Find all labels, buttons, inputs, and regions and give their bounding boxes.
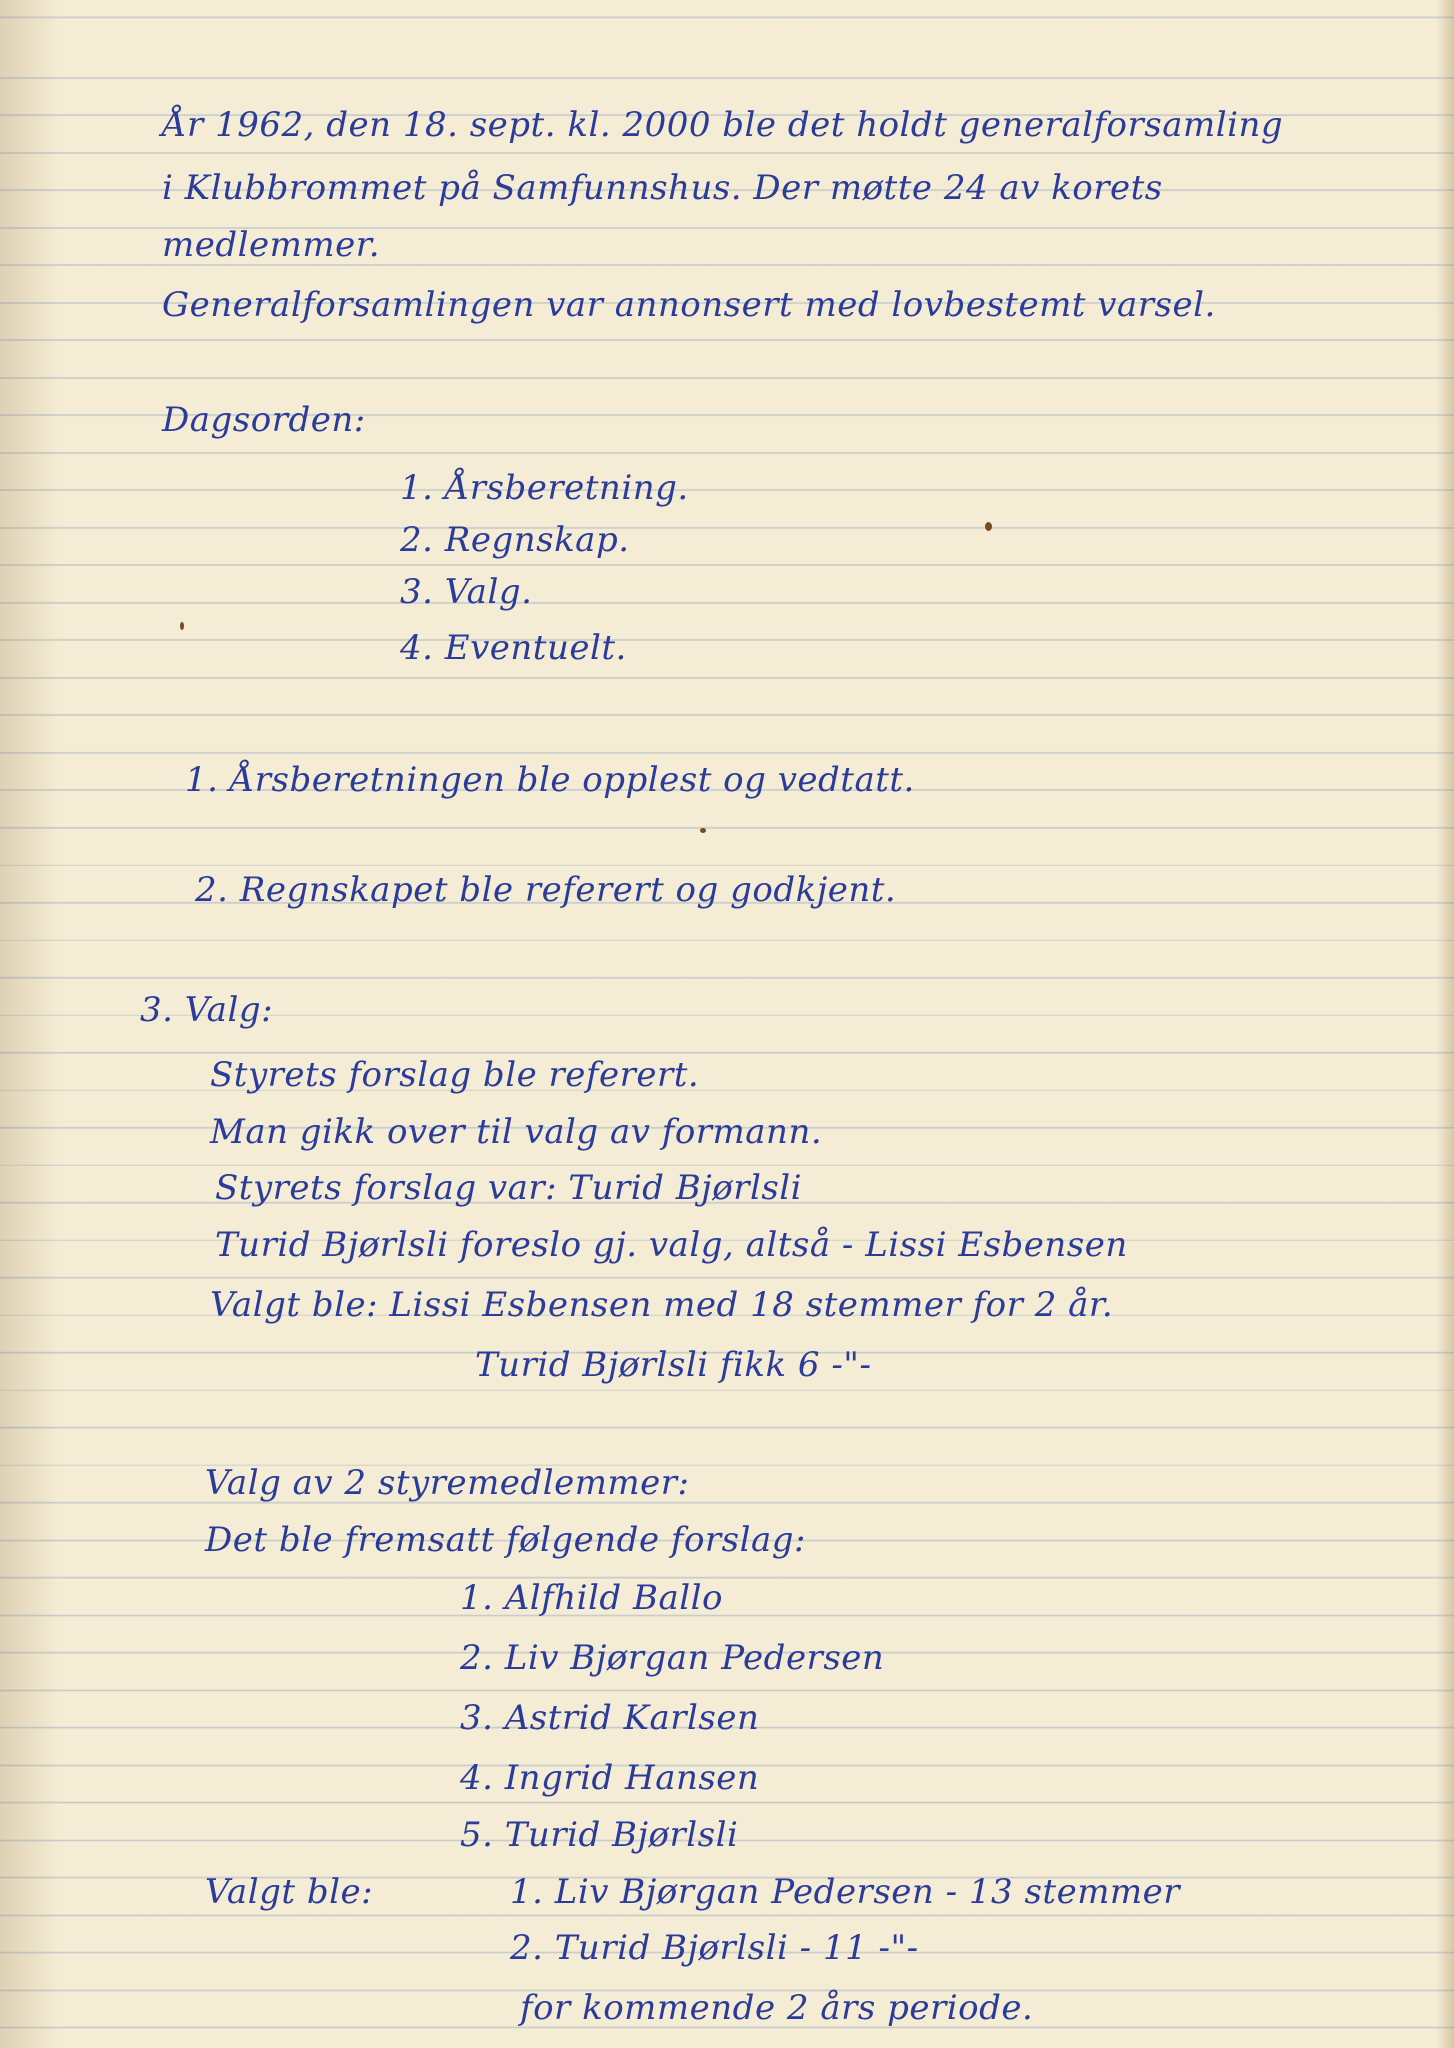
candidate-4: 4. Ingrid Hansen bbox=[460, 1758, 760, 1798]
intro-line-1: År 1962, den 18. sept. kl. 2000 ble det holdt generalforsamling bbox=[162, 105, 1284, 145]
candidate-1: 1. Alfhild Ballo bbox=[460, 1578, 723, 1618]
agenda-item-2: 2. Regnskap. bbox=[400, 520, 630, 560]
valg-heading: 3. Valg: bbox=[140, 990, 274, 1030]
valg-line-2: Man gikk over til valg av formann. bbox=[210, 1112, 823, 1152]
ink-spot bbox=[700, 828, 706, 833]
agenda-item-4: 4. Eventuelt. bbox=[400, 628, 627, 668]
candidate-2: 2. Liv Bjørgan Pedersen bbox=[460, 1638, 885, 1678]
valg-line-1: Styrets forslag ble referert. bbox=[210, 1055, 700, 1095]
valg-line-3: Styrets forslag var: Turid Bjørlsli bbox=[215, 1168, 803, 1208]
candidate-3: 3. Astrid Karlsen bbox=[460, 1698, 760, 1738]
candidate-5: 5. Turid Bjørlsli bbox=[460, 1815, 739, 1855]
agenda-heading: Dagsorden: bbox=[162, 400, 366, 440]
intro-line-4: Generalforsamlingen var annonsert med lovbestemt varsel. bbox=[162, 285, 1216, 325]
period-note: for kommende 2 års periode. bbox=[520, 1988, 1034, 2028]
intro-line-2: i Klubbrommet på Samfunnshus. Der møtte 24 av korets bbox=[162, 168, 1163, 208]
ink-spot bbox=[985, 522, 992, 531]
agenda-item-3: 3. Valg. bbox=[400, 572, 533, 612]
item-2-text: 2. Regnskapet ble referert og godkjent. bbox=[195, 870, 897, 910]
elected-1: 1. Liv Bjørgan Pedersen - 13 stemmer bbox=[510, 1872, 1181, 1912]
valg-line-4: Turid Bjørlsli foreslo gj. valg, altså - Lissi Esbensen bbox=[215, 1225, 1128, 1265]
styre-intro: Det ble fremsatt følgende forslag: bbox=[205, 1520, 806, 1560]
valg-line-5: Valgt ble: Lissi Esbensen med 18 stemmer for 2 år. bbox=[210, 1285, 1114, 1325]
elected-label: Valgt ble: bbox=[205, 1872, 374, 1912]
agenda-item-1: 1. Årsberetning. bbox=[400, 468, 689, 508]
elected-2: 2. Turid Bjørlsli - 11 -"- bbox=[510, 1928, 919, 1968]
ink-spot bbox=[180, 622, 184, 630]
styre-heading: Valg av 2 styremedlemmer: bbox=[205, 1463, 690, 1503]
item-1-text: 1. Årsberetningen ble opplest og vedtatt. bbox=[185, 760, 915, 800]
intro-line-3: medlemmer. bbox=[162, 225, 381, 265]
valg-line-6: Turid Bjørlsli fikk 6 -"- bbox=[475, 1345, 872, 1385]
